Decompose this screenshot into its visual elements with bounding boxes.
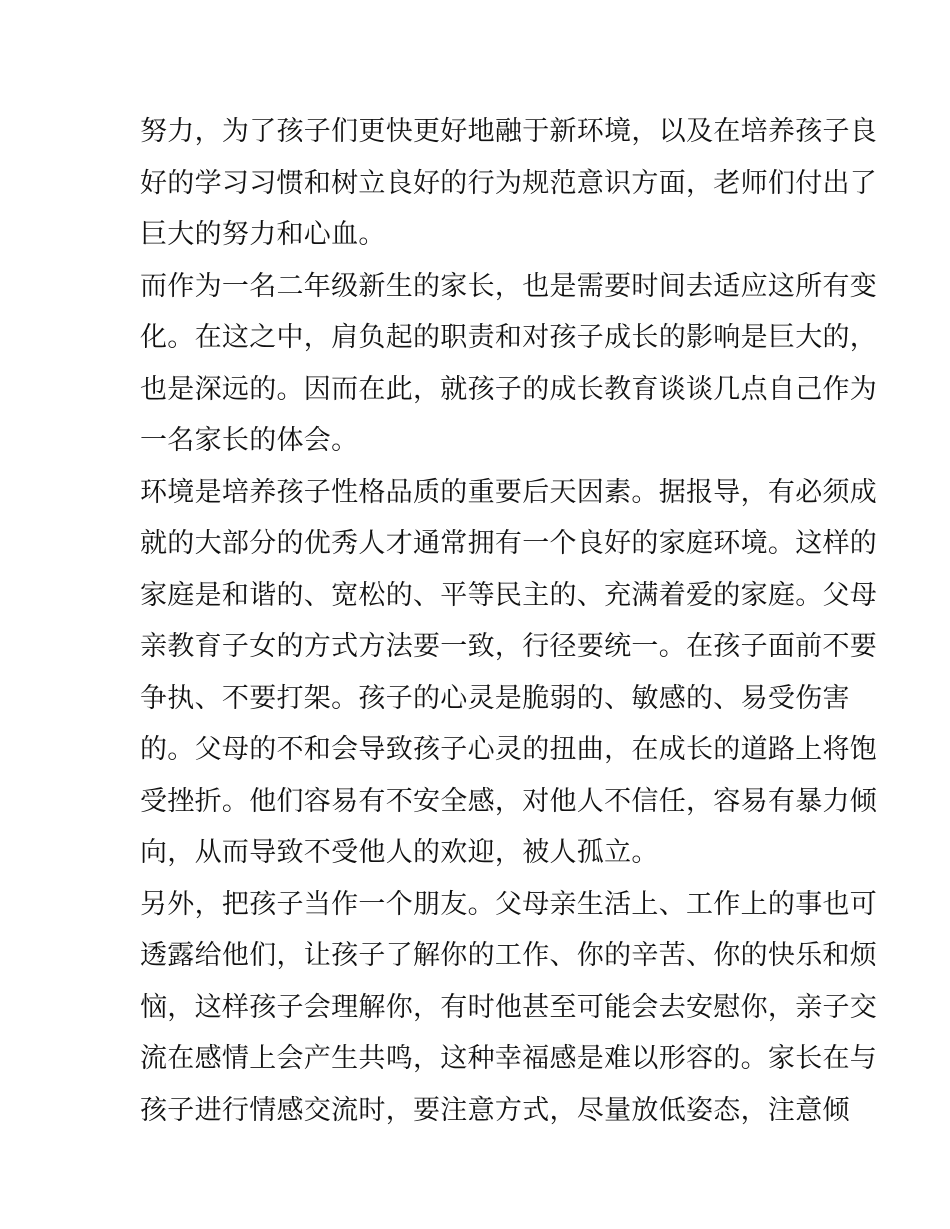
text-line: 而作为一名二年级新生的家长，也是需要时间去适应这所有变 — [140, 270, 878, 302]
text-line: 环境是培养孩子性格品质的重要后天因素。据报导，有必须成 — [140, 476, 878, 508]
text-line: 化。在这之中，肩负起的职责和对孩子成长的影响是巨大的， — [140, 322, 878, 353]
paragraph-parent-adaptation — [140, 261, 878, 467]
text-line: 巨大的努力和心血。 — [140, 219, 386, 250]
text-line: 另外，把孩子当作一个朋友。父母亲生活上、工作上的事也可 — [140, 888, 878, 920]
text-line: 一名家长的体会。 — [140, 425, 359, 456]
text-line: 争执、不要打架。孩子的心灵是脆弱的、敏感的、易受伤害 — [140, 682, 850, 714]
text-line: 家庭是和谐的、宽松的、平等民主的、充满着爱的家庭。父母 — [140, 579, 878, 611]
text-line: 流在感情上会产生共鸣，这种幸福感是难以形容的。家长在与 — [140, 1043, 878, 1074]
text-line: 的。父母的不和会导致孩子心灵的扭曲，在成长的道路上将饱 — [140, 734, 878, 765]
document-body — [140, 106, 878, 1136]
text-line: 受挫折。他们容易有不安全感，对他人不信任，容易有暴力倾 — [140, 785, 878, 817]
text-line: 就的大部分的优秀人才通常拥有一个良好的家庭环境。这样的 — [140, 528, 878, 559]
text-line: 孩子进行情感交流时，要注意方式，尽量放低姿态，注意倾 — [140, 1094, 850, 1126]
text-line: 透露给他们，让孩子了解你的工作、你的辛苦、你的快乐和烦 — [140, 940, 878, 971]
text-line: 向，从而导致不受他人的欢迎，被人孤立。 — [140, 837, 659, 868]
text-line: 恼，这样孩子会理解你，有时他甚至可能会去安慰你，亲子交 — [140, 991, 878, 1023]
paragraph-child-as-friend — [140, 879, 878, 1137]
paragraph-family-environment — [140, 467, 878, 879]
text-line: 努力，为了孩子们更快更好地融于新环境，以及在培养孩子良 — [140, 116, 878, 147]
paragraph-school-effort — [140, 106, 878, 261]
text-line: 好的学习习惯和树立良好的行为规范意识方面，老师们付出了 — [140, 167, 878, 199]
text-line: 也是深远的。因而在此，就孩子的成长教育谈谈几点自己作为 — [140, 373, 878, 405]
text-line: 亲教育子女的方式方法要一致，行径要统一。在孩子面前不要 — [140, 631, 878, 662]
